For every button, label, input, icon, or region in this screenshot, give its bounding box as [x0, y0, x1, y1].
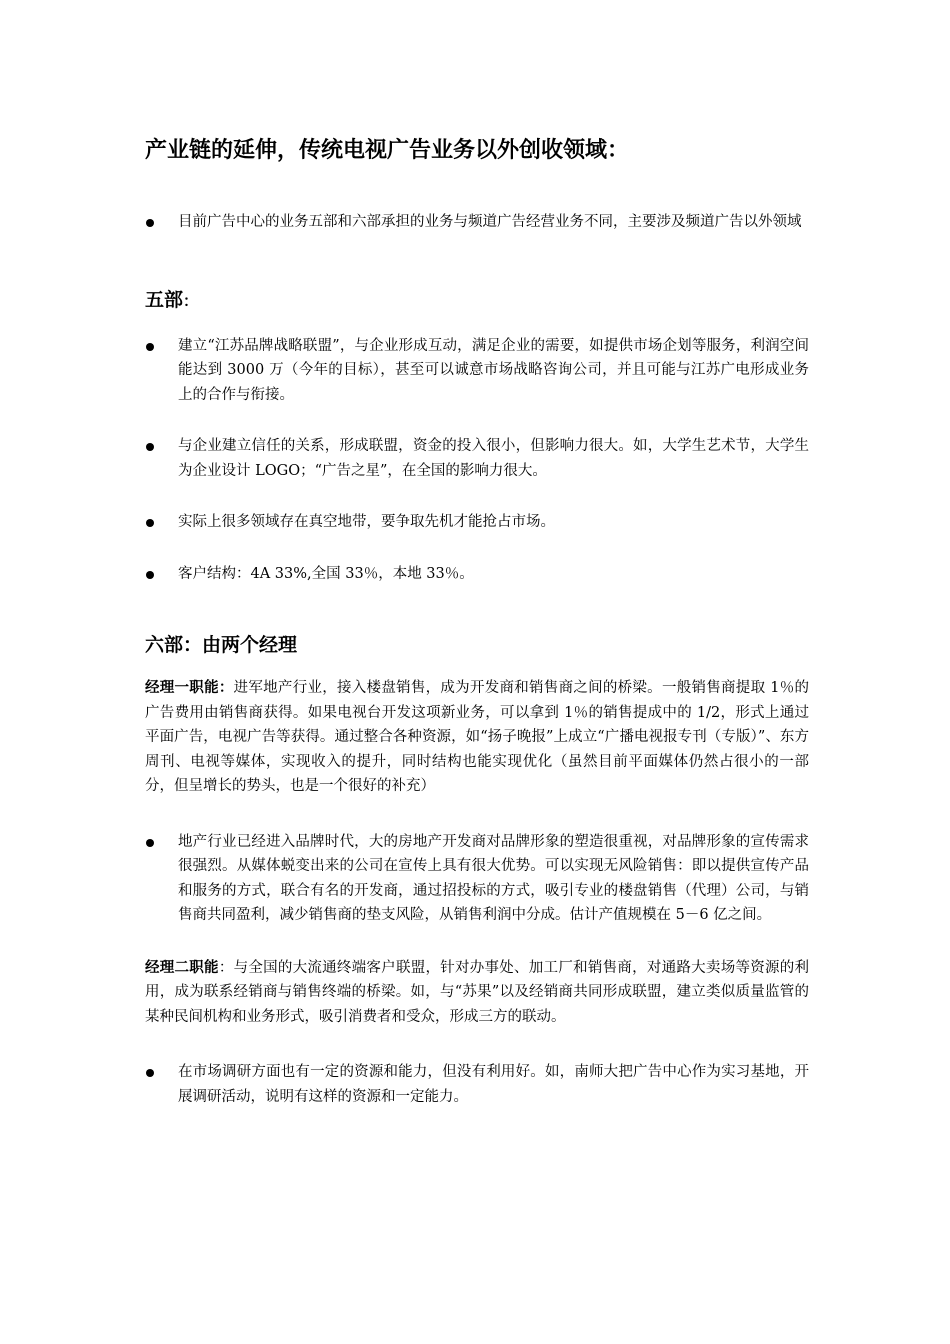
list-item-text: 目前广告中心的业务五部和六部承担的业务与频道广告经营业务不同，主要涉及频道广告以外领域 [178, 214, 802, 230]
list-item [145, 510, 809, 535]
manager2-text: ：与全国的大流通终端客户联盟，针对办事处、加工厂和销售商，对通路大卖场等资源的利用，成为联系经销商与销售终端的桥梁。如，与“苏果”以及经销商共同形成联盟，建立类似质量监管的某种民间机构和业务形式，吸引消费者和受众，形成三方的联动。 [145, 959, 810, 1025]
bullet-icon [146, 571, 154, 579]
manager1-bullet-list [145, 830, 809, 928]
document-body [145, 136, 809, 1109]
list-item-text: 建立“江苏品牌战略联盟”，与企业形成互动，满足企业的需要，如提供市场企划等服务，利润空间能达到 3000 万（今年的目标），甚至可以诚意市场战略咨询公司，并且可能与江苏广电形成业务上的合作与衔接。 [178, 337, 809, 403]
manager2-label: 经理二职能 [145, 959, 219, 976]
list-item [145, 830, 809, 928]
list-item-text: 与企业建立信任的关系，形成联盟，资金的投入很小，但影响力很大。如，大学生艺术节，大学生为企业设计 LOGO；“广告之星”，在全国的影响力很大。 [178, 438, 809, 479]
list-item-text: 客户结构：4A 33%,全国 33％，本地 33％。 [178, 565, 474, 582]
list-item [145, 562, 809, 587]
section-heading-wubu [145, 287, 809, 314]
section-heading-colon: ： [183, 291, 199, 310]
page-title: 产业链的延伸，传统电视广告业务以外创收领域： [145, 138, 630, 163]
manager1-paragraph [145, 676, 809, 799]
bullet-icon [146, 219, 154, 227]
list-item-text: 地产行业已经进入品牌时代，大的房地产开发商对品牌形象的塑造很重视，对品牌形象的宣传需求很强烈。从媒体蜕变出来的公司在宣传上具有很大优势。可以实现无风险销售：即以提供宣传产品和服务的方式，联合有名的开发商，通过招投标的方式，吸引专业的楼盘销售（代理）公司，与销售商共同盈利，减少销售商的垫支风险，从销售利润中分成。估计产值规模在 5－6 亿之间。 [178, 833, 809, 923]
bullet-icon [146, 839, 154, 847]
manager1-text: 进军地产行业，接入楼盘销售，成为开发商和销售商之间的桥梁。一般销售商提取 1％的广告费用由销售商获得。如果电视台开发这项新业务，可以拿到 1％的销售提成中的 1/2，形式上通过平面广告，电视广告等获得。通过整合各种资源，如“扬子晚报”上成立“广播电视报专刊（专版）”、东方周刊、电视等媒体，实现收入的提升，同时结构也能实现优化（虽然目前平面媒体仍然占很小的一部分，但呈增长的势头，也是一个很好的补充） [145, 680, 809, 794]
list-item [145, 210, 809, 235]
bullet-icon [146, 519, 154, 527]
manager2-paragraph [145, 956, 809, 1030]
intro-bullet-list [145, 210, 809, 235]
manager1-label: 经理一职能： [145, 680, 234, 696]
list-item [145, 334, 809, 408]
list-item-text: 在市场调研方面也有一定的资源和能力，但没有利用好。如，南师大把广告中心作为实习基地，开展调研活动，说明有这样的资源和一定能力。 [178, 1064, 809, 1105]
bullet-icon [146, 343, 154, 351]
bullet-icon [146, 1069, 154, 1077]
list-item-text: 实际上很多领域存在真空地带，要争取先机才能抢占市场。 [178, 514, 555, 530]
manager2-bullet-list [145, 1060, 809, 1109]
section-heading-liubu: 六部：由两个经理 [145, 634, 298, 656]
section-heading-text: 五部 [145, 288, 184, 311]
list-item [145, 1060, 809, 1109]
bullet-icon [146, 443, 154, 451]
wubu-bullet-list [145, 334, 809, 587]
list-item [145, 434, 809, 483]
